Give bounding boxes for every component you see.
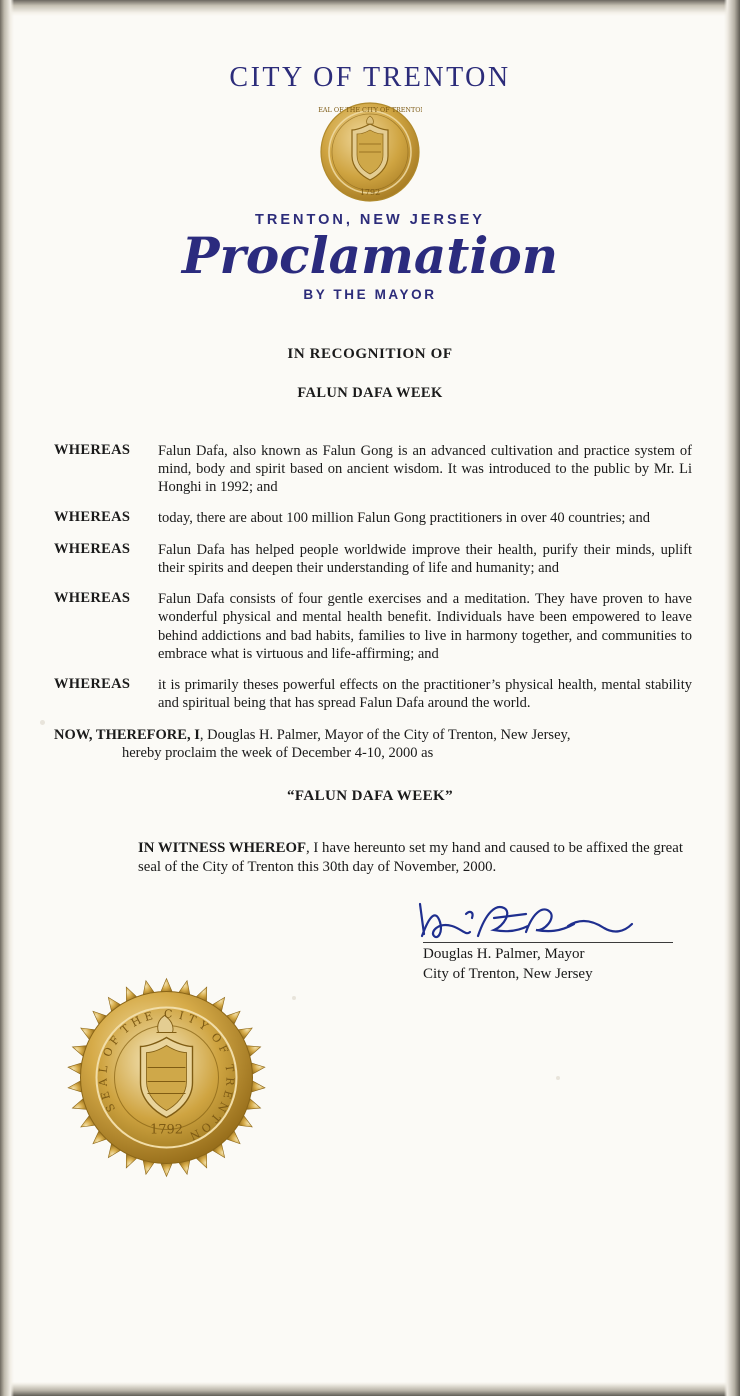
clause-text: Falun Dafa has helped people worldwide improve their health, purify their minds, uplift their spirits and deepen their understanding of life and humanity; and	[158, 541, 692, 576]
resolution-block	[18, 726, 722, 763]
clause-row	[54, 442, 692, 497]
svg-text:E: E	[220, 1088, 236, 1102]
clause-row	[54, 541, 692, 578]
clause-row	[54, 590, 692, 663]
svg-text:Y: Y	[196, 1018, 211, 1034]
svg-text:H: H	[128, 1013, 145, 1030]
witness-lead: IN WITNESS WHEREOF	[138, 840, 307, 857]
clause-label: WHEREAS	[54, 509, 131, 526]
signer-name: Douglas H. Palmer, Mayor	[423, 945, 585, 962]
svg-text:A: A	[96, 1077, 110, 1087]
svg-text:E: E	[97, 1088, 113, 1102]
svg-text:O: O	[208, 1030, 225, 1047]
resolution-label: NOW, THEREFORE, I	[54, 726, 200, 743]
paper-edge-left	[0, 0, 14, 1396]
svg-text:O: O	[197, 1119, 214, 1136]
resolution-line-2	[54, 744, 692, 762]
svg-text:R: R	[223, 1076, 237, 1088]
svg-text:N: N	[186, 1126, 202, 1143]
signer-org: City of Trenton, New Jersey	[423, 965, 593, 982]
top-seal-container	[18, 100, 722, 204]
clause-label: WHEREAS	[54, 676, 131, 693]
clause-row	[54, 509, 692, 527]
witness-text: , I have hereunto set my hand and caused to be affixed the great seal of the City of Trenton this 30th day of November, 2000.	[138, 840, 683, 876]
svg-text:S: S	[102, 1100, 119, 1115]
bottom-seal-year: 1792	[149, 1122, 184, 1138]
clause-label: WHEREAS	[54, 441, 131, 458]
city-seal-bottom-icon	[64, 975, 269, 1180]
page-title: CITY OF TRENTON	[229, 62, 511, 93]
proclamation-heading: Proclamation	[181, 226, 559, 285]
svg-text:T: T	[118, 1021, 134, 1037]
svg-text:N: N	[214, 1099, 231, 1116]
city-seal-top-icon	[318, 100, 422, 204]
signature-rule	[423, 942, 673, 943]
recognition-heading: IN RECOGNITION OF	[287, 345, 453, 362]
clause-text: today, there are about 100 million Falun Gong practitioners in over 40 countries; and	[158, 510, 650, 527]
svg-text:O: O	[100, 1044, 117, 1059]
clause-list	[18, 442, 722, 713]
svg-text:SEAL OF THE CITY OF TRENTON: SEAL OF THE CITY OF TRENTON	[318, 106, 422, 114]
proclaimed-week-title: “FALUN DAFA WEEK”	[287, 788, 453, 805]
clause-text: Falun Dafa, also known as Falun Gong is an advanced cultivation and practice system of mind, body and spirit based on ancient wisdom. It was introduced to the public by Mr. Li Honghi in 1992; and	[158, 442, 692, 496]
document-content	[18, 0, 722, 1396]
clause-label: WHEREAS	[54, 590, 131, 607]
svg-text:E: E	[142, 1008, 156, 1024]
clause-text: Falun Dafa consists of four gentle exercises and a meditation. They have proven to have wonderful physical and mental health benefit. Individuals have been empowered to leave behind addictions and bad habits, families to live in harmony together, and communities to embrace what is virtuous and life-affirming; and	[158, 591, 692, 662]
resolution-line-1	[54, 726, 692, 744]
clause-label: WHEREAS	[54, 540, 131, 557]
svg-text:T: T	[222, 1063, 237, 1074]
state-subtitle: TRENTON, NEW JERSEY	[255, 212, 485, 228]
resolution-text-2: hereby proclaim the week of December 4-10, 2000 as	[122, 744, 434, 761]
clause-row	[54, 676, 692, 713]
svg-text:T: T	[207, 1110, 223, 1126]
top-seal-year: 1792	[359, 188, 381, 197]
paper-edge-right	[724, 0, 740, 1396]
signature-name-block	[423, 944, 593, 985]
svg-text:F: F	[215, 1042, 232, 1057]
svg-text:C: C	[163, 1007, 174, 1021]
by-mayor-line: BY THE MAYOR	[303, 286, 437, 302]
svg-text:F: F	[107, 1032, 123, 1048]
subject-heading: FALUN DAFA WEEK	[297, 384, 443, 401]
svg-text:L: L	[96, 1063, 111, 1074]
svg-text:T: T	[185, 1011, 199, 1028]
witness-paragraph	[18, 839, 722, 877]
resolution-text-1: , Douglas H. Palmer, Mayor of the City of Trenton, New Jersey,	[199, 726, 571, 743]
clause-text: it is primarily theses powerful effects on the practitioner’s physical health, mental stability and spiritual being that has spread Falun Dafa around the world.	[158, 677, 692, 712]
svg-text:I: I	[177, 1008, 187, 1023]
